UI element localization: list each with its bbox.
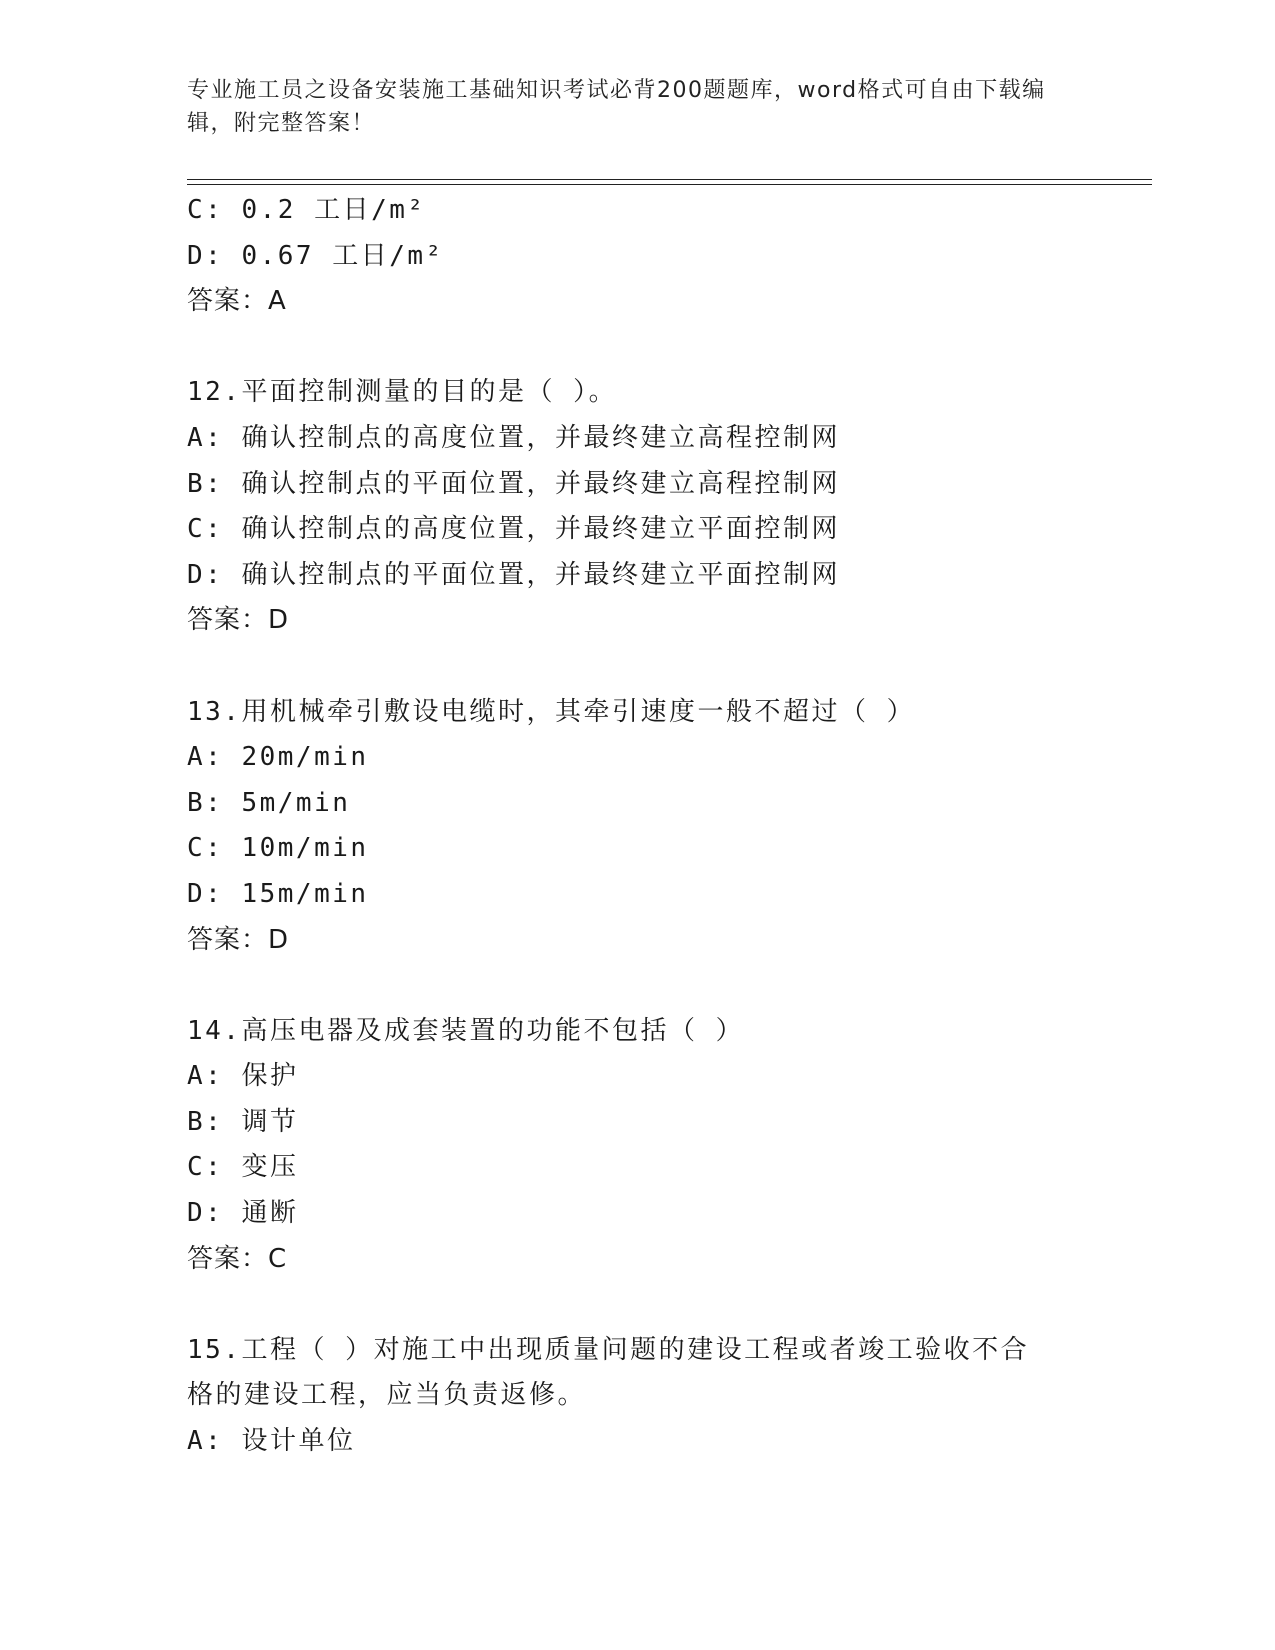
option-line: B: 5m/min (187, 787, 351, 818)
option-line: D: 通断 (187, 1198, 299, 1229)
option-line: D: 0.67 工日/m² (187, 240, 444, 271)
option-line: C: 0.2 工日/m² (187, 195, 426, 225)
option-line: A: 20m/min (187, 742, 369, 773)
option-line: A: 确认控制点的高度位置，并最终建立高程控制网 (187, 422, 840, 453)
option-line: D: 确认控制点的平面位置，并最终建立平面控制网 (187, 559, 840, 590)
option-line: A: 保护 (187, 1061, 299, 1092)
answer-line: 答案：D (187, 924, 290, 955)
question-list (187, 188, 1147, 1465)
answer-line: 答案：D (187, 605, 290, 636)
question-stem: 15.工程（ ）对施工中出现质量问题的建设工程或者竣工验收不合格的建设工程，应当负责返修。 (187, 1334, 1030, 1411)
answer-line: 答案：C (187, 1243, 288, 1274)
question-stem: 12.平面控制测量的目的是（ ）。 (187, 377, 618, 408)
option-line: D: 15m/min (187, 878, 369, 909)
question-stem: 14.高压电器及成套装置的功能不包括（ ） (187, 1015, 745, 1046)
answer-line: 答案：A (187, 286, 287, 317)
header-rule-bottom (187, 184, 1152, 185)
option-line: C: 10m/min (187, 833, 369, 864)
header-rule-top (187, 179, 1152, 180)
option-line: C: 变压 (187, 1152, 299, 1183)
option-line: C: 确认控制点的高度位置，并最终建立平面控制网 (187, 514, 840, 545)
question-stem: 13.用机械牵引敷设电缆时，其牵引速度一般不超过（ ） (187, 696, 916, 727)
document-header: 专业施工员之设备安装施工基础知识考试必背200题题库，word格式可自由下载编辑，附完整答案！ (187, 78, 1046, 136)
option-line: B: 确认控制点的平面位置，并最终建立高程控制网 (187, 468, 840, 499)
option-line: A: 设计单位 (187, 1426, 356, 1457)
option-line: B: 调节 (187, 1106, 299, 1137)
